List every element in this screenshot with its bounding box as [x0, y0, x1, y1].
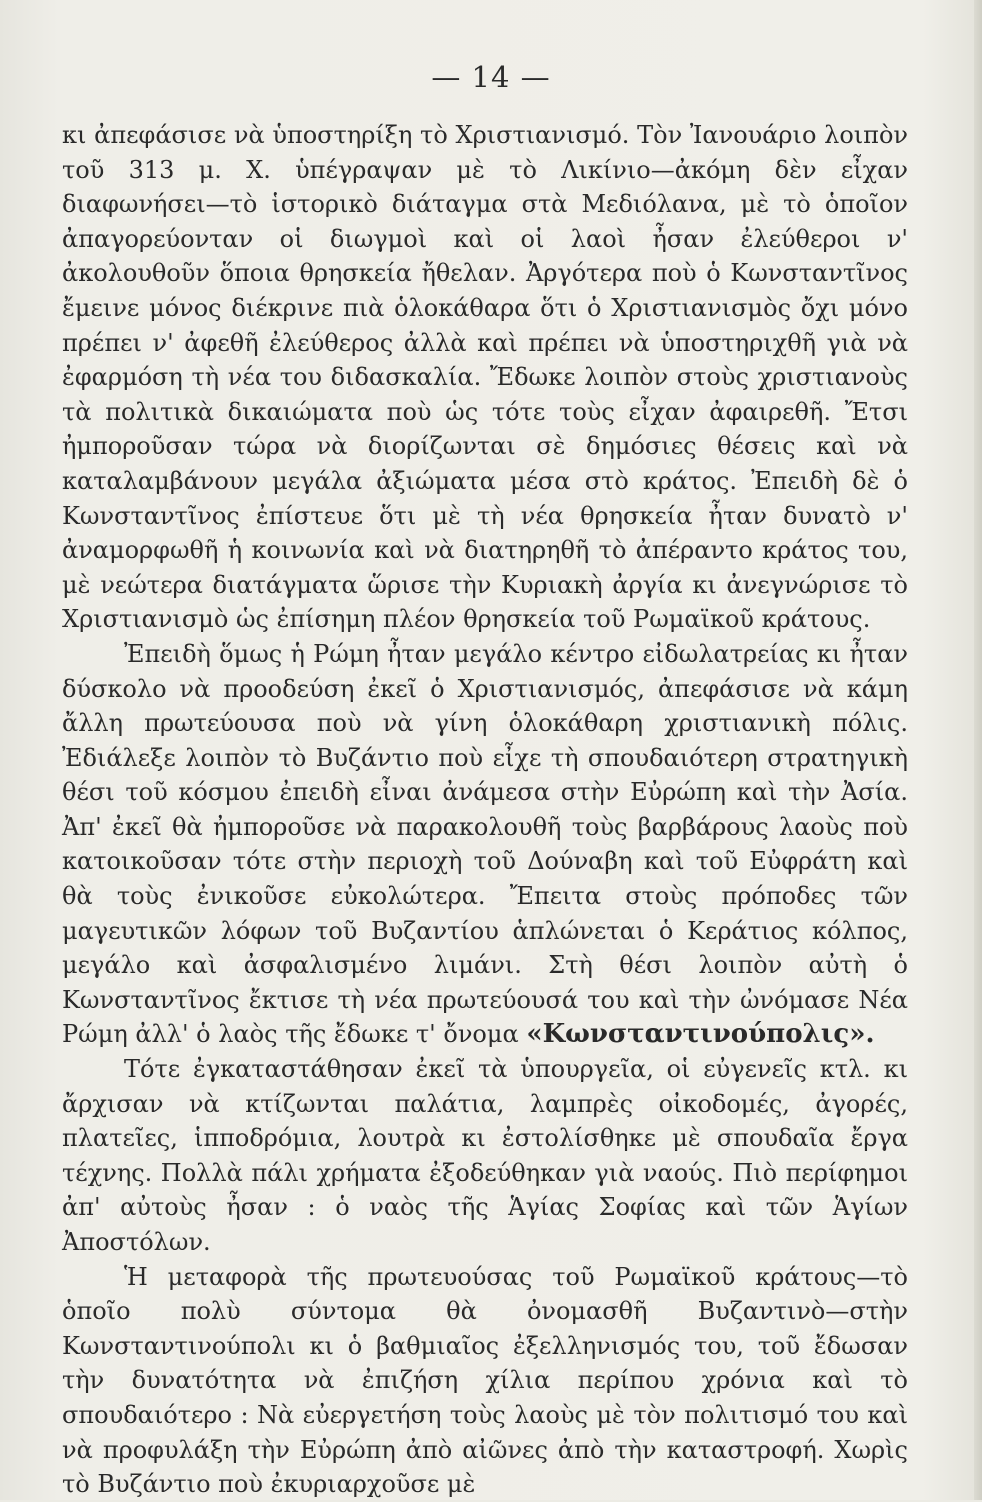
- paragraph-text: Ἡ μεταφορὰ τῆς πρωτευούσας τοῦ Ρωμαϊκοῦ κράτους—τὸ ὁποῖο πολὺ σύντομα θὰ ὀνομασθῆ Βυζαντινὸ—στὴν Κωνσταντινούπολι κι ὁ βαθμιαῖος ἐξελληνισμός του, τοῦ ἔδωσαν τὴν δυνατότητα νὰ ἐπιζήση χίλια περίπου χρόνια καὶ τὸ σπουδαιότερο : Νὰ εὐεργετήση τοὺς λαοὺς μὲ τὸν πολιτισμό του καὶ νὰ προφυλάξη τὴν Εὐρώπη ἀπὸ αἰῶνες ἀπὸ τὴν καταστροφή. Χωρὶς τὸ Βυζάντιο ποὺ ἐκυριαρχοῦσε μὲ: [62, 1262, 908, 1499]
- paragraph-buildings: [62, 1052, 908, 1260]
- paragraph-constantine-edict: [62, 118, 908, 637]
- page-edge-shadow: [974, 0, 982, 1500]
- paragraph-byzantine-legacy: [62, 1260, 908, 1502]
- page-text-body: [62, 118, 908, 1502]
- paragraph-new-capital: [62, 637, 908, 1052]
- paragraph-text: κι ἀπεφάσισε νὰ ὑποστηρίξη τὸ Χριστιανισμό. Τὸν Ἰανουάριο λοιπὸν τοῦ 313 μ. Χ. ὑπέγραψαν μὲ τὸ Λικίνιο—ἀκόμη δὲν εἶχαν διαφωνήσει—τὸ ἱστορικὸ διάταγμα στὰ Μεδιόλανα, μὲ τὸ ὁποῖον ἀπαγορεύονταν οἱ διωγμοὶ καὶ οἱ λαοὶ ἦσαν ἐλεύθεροι ν' ἀκολουθοῦν ὅποια θρησκεία ἤθελαν. Ἀργότερα ποὺ ὁ Κωνσταντῖνος ἔμεινε μόνος διέκρινε πιὰ ὁλοκάθαρα ὅτι ὁ Χριστιανισμὸς ὄχι μόνο πρέπει ν' ἀφεθῆ ἐλεύθερος ἀλλὰ καὶ πρέπει νὰ ὑποστηριχθῆ γιὰ νὰ ἐφαρμόση τὴ νέα του διδασκαλία. Ἔδωκε λοιπὸν στοὺς χριστιανοὺς τὰ πολιτικὰ δικαιώματα ποὺ ὡς τότε τοὺς εἶχαν ἀφαιρεθῆ. Ἔτσι ἠμποροῦσαν τώρα νὰ διορίζωνται σὲ δημόσιες θέσεις καὶ νὰ καταλαμβάνουν μεγάλα ἀξιώματα μέσα στὸ κράτος. Ἐπειδὴ δὲ ὁ Κωνσταντῖνος ἐπίστευε ὅτι μὲ τὴ νέα θρησκεία ἦταν δυνατὸ ν' ἀναμορφωθῆ ἡ κοινωνία καὶ νὰ διατηρηθῆ τὸ ἀπέραντο κράτος του, μὲ νεώτερα διατάγματα ὥρισε τὴν Κυριακὴ ἀργία κι ἀνεγνώρισε τὸ Χριστιανισμὸ ὡς ἐπίσημη πλέον θρησκεία τοῦ Ρωμαϊκοῦ κράτους.: [62, 121, 908, 634]
- emphasized-city-name: «Κωνσταντινούπολις».: [526, 1019, 875, 1050]
- page-number: — 14 —: [431, 60, 551, 94]
- paragraph-text: Τότε ἐγκαταστάθησαν ἐκεῖ τὰ ὑπουργεῖα, οἱ εὐγενεῖς κτλ. κι ἄρχισαν νὰ κτίζωνται παλάτια, λαμπρὲς οἰκοδομές, ἀγορές, πλατεῖες, ἱπποδρόμια, λουτρὰ κι ἐστολίσθηκε μὲ σπουδαῖα ἔργα τέχνης. Πολλὰ πάλι χρήματα ἐξοδεύθηκαν γιὰ ναούς. Πιὸ περίφημοι ἀπ' αὐτοὺς ἦσαν : ὁ ναὸς τῆς Ἁγίας Σοφίας καὶ τῶν Ἁγίων Ἀποστόλων.: [62, 1055, 908, 1256]
- paragraph-text: Ἐπειδὴ ὅμως ἡ Ρώμη ἦταν μεγάλο κέντρο εἰδωλατρείας κι ἦταν δύσκολο νὰ προοδεύση ἐκεῖ ὁ Χριστιανισμός, ἀπεφάσισε νὰ κάμη ἄλλη πρωτεύουσα ποὺ νὰ γίνη ὁλοκάθαρη χριστιανικὴ πόλις. Ἐδιάλεξε λοιπὸν τὸ Βυζάντιο ποὺ εἶχε τὴ σπουδαιότερη στρατηγικὴ θέσι τοῦ κόσμου ἐπειδὴ εἶναι ἀνάμεσα στὴν Εὐρώπη καὶ τὴν Ἀσία. Ἀπ' ἐκεῖ θὰ ἠμποροῦσε νὰ παρακολουθῆ τοὺς βαρβάρους λαοὺς ποὺ κατοικοῦσαν τότε στὴν περιοχὴ τοῦ Δούναβη καὶ τοῦ Εὐφράτη καὶ θὰ τοὺς ἐνικοῦσε εὐκολώτερα. Ἔπειτα στοὺς πρόποδες τῶν μαγευτικῶν λόφων τοῦ Βυζαντίου ἁπλώνεται ὁ Κεράτιος κόλπος, μεγάλο καὶ ἀσφαλισμένο λιμάνι. Στὴ θέσι λοιπὸν αὐτὴ ὁ Κωνσταντῖνος ἔκτισε τὴ νέα πρωτεύουσά του καὶ τὴν ὠνόμασε Νέα Ρώμη ἀλλ' ὁ λαὸς τῆς ἔδωκε τ' ὄνομα: [62, 639, 908, 1049]
